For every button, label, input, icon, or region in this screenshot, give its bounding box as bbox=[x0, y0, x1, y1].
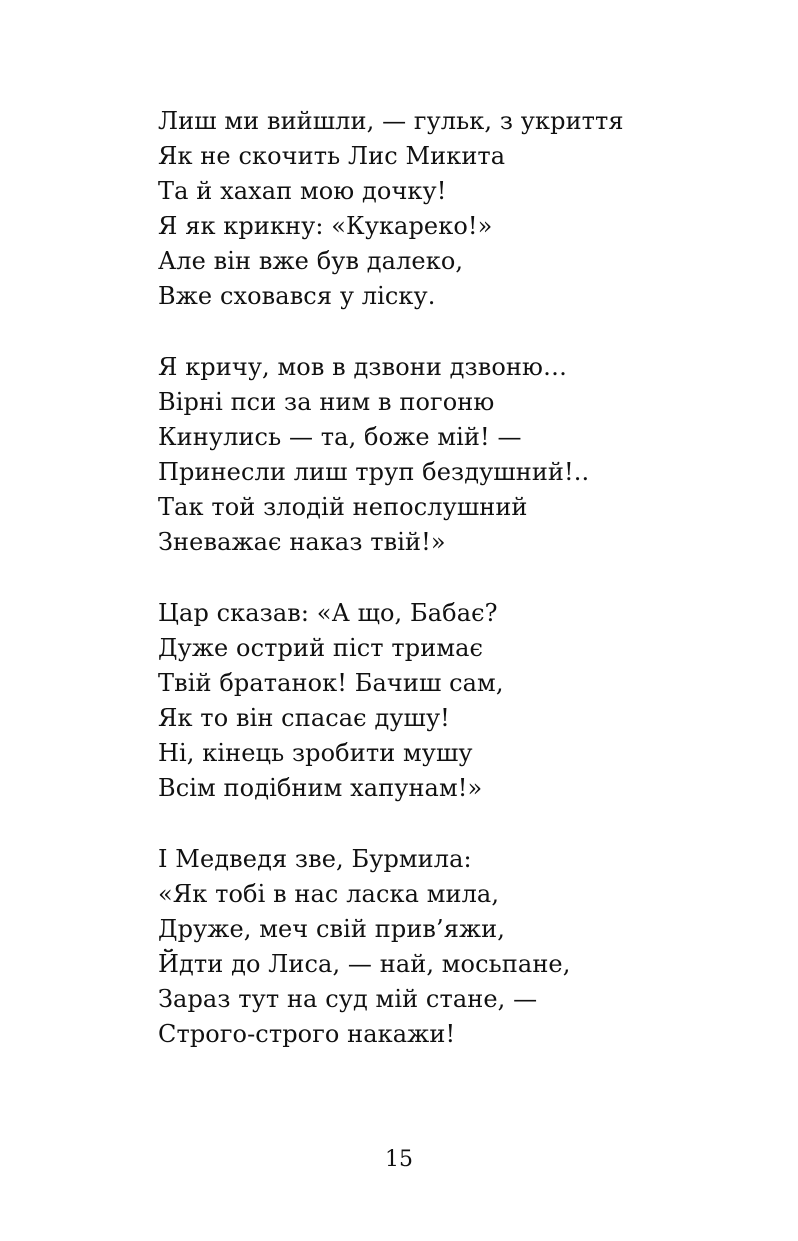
poem-line: Вірні пси за ним в погоню bbox=[158, 388, 495, 416]
poem-line: Я кричу, мов в дзвони дзвоню… bbox=[158, 353, 568, 381]
poem-line: Ні, кінець зробити мушу bbox=[158, 739, 473, 767]
poem-line: Зневажає наказ твій!» bbox=[158, 528, 446, 556]
poem-line: Як то він спасає душу! bbox=[158, 704, 450, 732]
poem-line: Лиш ми вийшли, — гульк, з укриття bbox=[158, 107, 624, 135]
stanza-4 bbox=[158, 842, 718, 1052]
poem-line: Цар сказав: «А що, Бабає? bbox=[158, 599, 498, 627]
poem-line: Принесли лиш труп бездушний!.. bbox=[158, 458, 590, 486]
poem-line: Кинулись — та, боже мій! — bbox=[158, 423, 522, 451]
poem bbox=[158, 104, 718, 1088]
poem-line: Дуже острий піст тримає bbox=[158, 634, 484, 662]
poem-line: «Як тобі в нас ласка мила, bbox=[158, 880, 500, 908]
poem-line: Так той злодій непослушний bbox=[158, 493, 528, 521]
stanza-2 bbox=[158, 350, 718, 560]
poem-line: Всім подібним хапунам!» bbox=[158, 774, 483, 802]
poem-line: Як не скочить Лис Микита bbox=[158, 142, 506, 170]
poem-line: Та й хахап мою дочку! bbox=[158, 177, 447, 205]
poem-line: Я як крикну: «Кукареко!» bbox=[158, 212, 493, 240]
stanza-1 bbox=[158, 104, 718, 314]
poem-line: Йдти до Лиса, — най, мосьпане, bbox=[158, 950, 571, 978]
poem-line: І Медведя зве, Бурмила: bbox=[158, 845, 472, 873]
poem-line: Вже сховався у ліску. bbox=[158, 282, 436, 310]
stanza-3 bbox=[158, 596, 718, 806]
page-number: 15 bbox=[385, 1147, 413, 1172]
poem-line: Друже, меч свій прив’яжи, bbox=[158, 915, 505, 943]
poem-line: Але він вже був далеко, bbox=[158, 247, 464, 275]
poem-line: Твій братанок! Бачиш сам, bbox=[158, 669, 504, 697]
poem-line: Строго-строго накажи! bbox=[158, 1020, 456, 1048]
poem-line: Зараз тут на суд мій стане, — bbox=[158, 985, 538, 1013]
